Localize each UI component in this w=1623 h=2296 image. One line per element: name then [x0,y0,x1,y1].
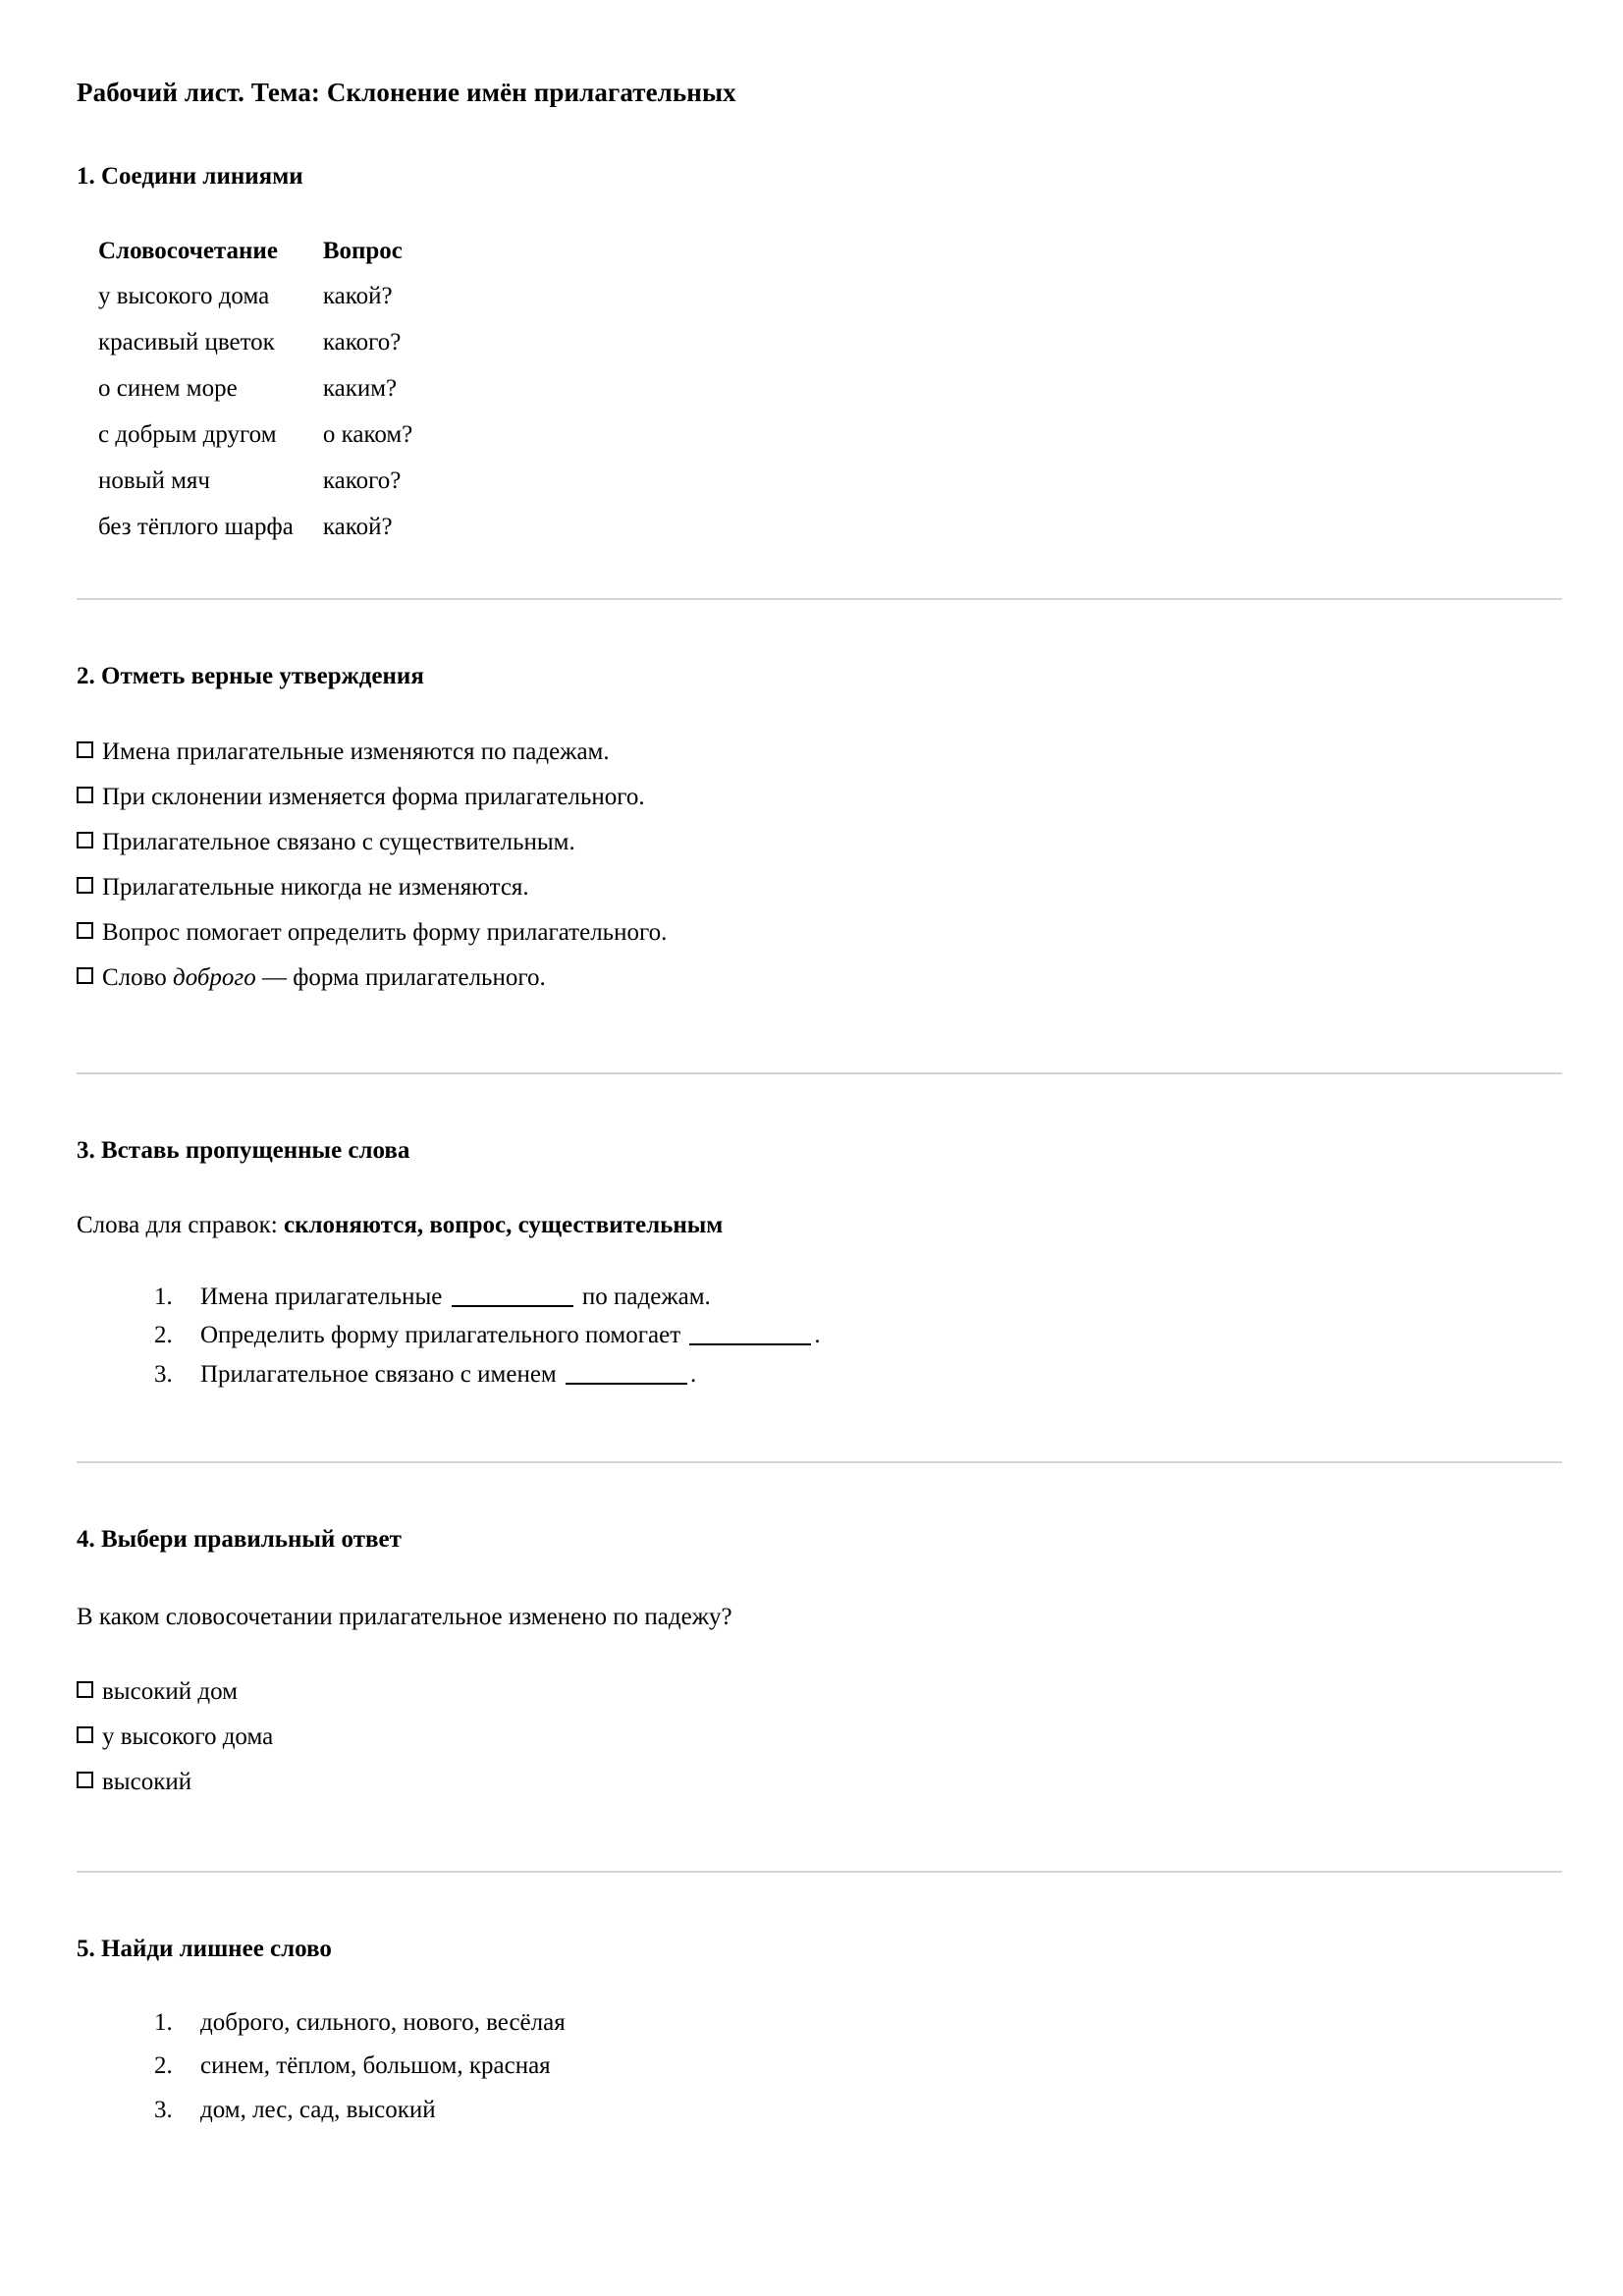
statement-italic-word: доброго [173,963,256,991]
statement-suffix: — форма прилагательного. [255,963,546,991]
list-item[interactable]: 3. дом, лес, сад, высокий [179,2095,1562,2127]
spacer [77,994,1562,1072]
list-item[interactable] [77,827,1562,858]
table-row[interactable] [98,466,412,513]
statement-label: Прилагательные никогда не изменяются. [102,873,529,901]
section-5 [77,1934,1562,2126]
checkbox-icon[interactable] [77,832,93,848]
checkbox-icon[interactable] [77,922,93,939]
sentence-after-blank: по падежам. [575,1283,711,1310]
match-table [98,238,412,559]
section-3 [77,1135,1562,1392]
option-label: высокий [102,1769,192,1796]
fill-in-blank-list [77,1282,1562,1392]
checkbox-icon[interactable] [77,741,93,758]
list-item[interactable] [77,1676,1562,1708]
checkbox-icon[interactable] [77,1681,93,1698]
section-1 [77,161,1562,560]
reference-words-label: Слова для справок: [77,1212,284,1239]
table-row[interactable] [98,282,412,328]
statement-label: Имена прилагательные изменяются по падежам. [102,738,610,765]
checkbox-icon[interactable] [77,967,93,984]
statement-label: Прилагательное связано с существительным. [102,828,575,855]
section-4-heading: 4. Выбери правильный ответ [77,1526,402,1554]
spacer [77,1798,1562,1871]
list-item[interactable]: 1. доброго, сильного, нового, весёлая [179,2007,1562,2040]
match-table-head [98,238,412,282]
reference-words-line [77,1210,1562,1242]
table-row[interactable] [98,420,412,466]
cell-question[interactable]: о каком? [322,421,413,449]
checkbox-icon[interactable] [77,1772,93,1788]
match-table-body [98,282,412,559]
list-item[interactable] [179,1320,1562,1352]
cell-question[interactable]: какой? [322,514,393,541]
cell-phrase[interactable]: красивый цветок [98,329,275,356]
checkbox-icon[interactable] [77,877,93,894]
list-item[interactable] [77,872,1562,903]
odd-one-out-list [77,2007,1562,2127]
cell-phrase[interactable]: у высокого дома [98,283,270,310]
statement-label: При склонении изменяется форма прилагательного. [102,783,645,810]
blank-input[interactable] [452,1305,573,1307]
cell-phrase[interactable]: новый мяч [98,467,211,495]
table-header-row [98,238,412,282]
cell-question[interactable]: какого? [322,329,402,356]
spacer [77,1873,1562,1934]
reference-words-values: склоняются, вопрос, существительным [283,1212,724,1239]
spacer [77,1074,1562,1135]
sentence-after-blank: . [814,1322,821,1349]
spacer [77,1463,1562,1524]
blank-input[interactable] [566,1383,687,1385]
checkbox-icon[interactable] [77,1726,93,1743]
spacer [77,600,1562,661]
list-item[interactable] [77,1767,1562,1798]
section-2 [77,661,1562,994]
column-header-phrase: Словосочетание [98,238,278,265]
section-4 [77,1524,1562,1798]
list-item[interactable]: 2. синем, тёплом, большом, красная [179,2050,1562,2083]
list-item[interactable] [179,1359,1562,1392]
list-item[interactable] [179,1282,1562,1314]
list-item[interactable] [77,917,1562,949]
list-item[interactable] [77,782,1562,813]
table-row[interactable] [98,374,412,420]
section-1-heading: 1. Соедини линиями [77,162,303,190]
cell-phrase[interactable]: без тёплого шарфа [98,514,294,541]
section-5-heading: 5. Найди лишнее слово [77,1936,332,1963]
sentence-before-blank: Прилагательное связано с именем [200,1360,563,1388]
section-2-heading: 2. Отметь верные утверждения [77,663,424,690]
answer-option-list [77,1676,1562,1798]
question-text: В каком словосочетании прилагательное изменено по падежу? [77,1603,732,1630]
checkbox-icon[interactable] [77,787,93,803]
blank-input[interactable] [689,1343,811,1345]
statement-prefix: Слово [102,963,174,991]
section-3-heading: 3. Вставь пропущенные слова [77,1136,410,1164]
table-row[interactable] [98,328,412,374]
option-label: у высокого дома [102,1723,274,1751]
list-item[interactable] [77,962,1562,994]
column-header-question: Вопрос [322,238,403,265]
statement-checkbox-list [77,737,1562,994]
cell-question[interactable]: какого? [322,467,402,495]
sentence-before-blank: Определить форму прилагательного помогает [200,1322,687,1349]
cell-question[interactable]: какой? [322,283,393,310]
cell-phrase[interactable]: с добрым другом [98,421,277,449]
list-item[interactable] [77,1722,1562,1753]
statement-label: Вопрос помогает определить форму прилагательного. [102,918,668,946]
option-label: высокий дом [102,1678,238,1706]
cell-question[interactable]: каким? [322,375,398,403]
list-item[interactable] [77,737,1562,768]
table-row[interactable] [98,513,412,559]
spacer [77,1391,1562,1461]
page-title: Рабочий лист. Тема: Склонение имён прилагательных [77,78,736,107]
sentence-after-blank: . [690,1360,697,1388]
spacer [77,559,1562,598]
cell-phrase[interactable]: о синем море [98,375,238,403]
sentence-before-blank: Имена прилагательные [200,1283,449,1310]
